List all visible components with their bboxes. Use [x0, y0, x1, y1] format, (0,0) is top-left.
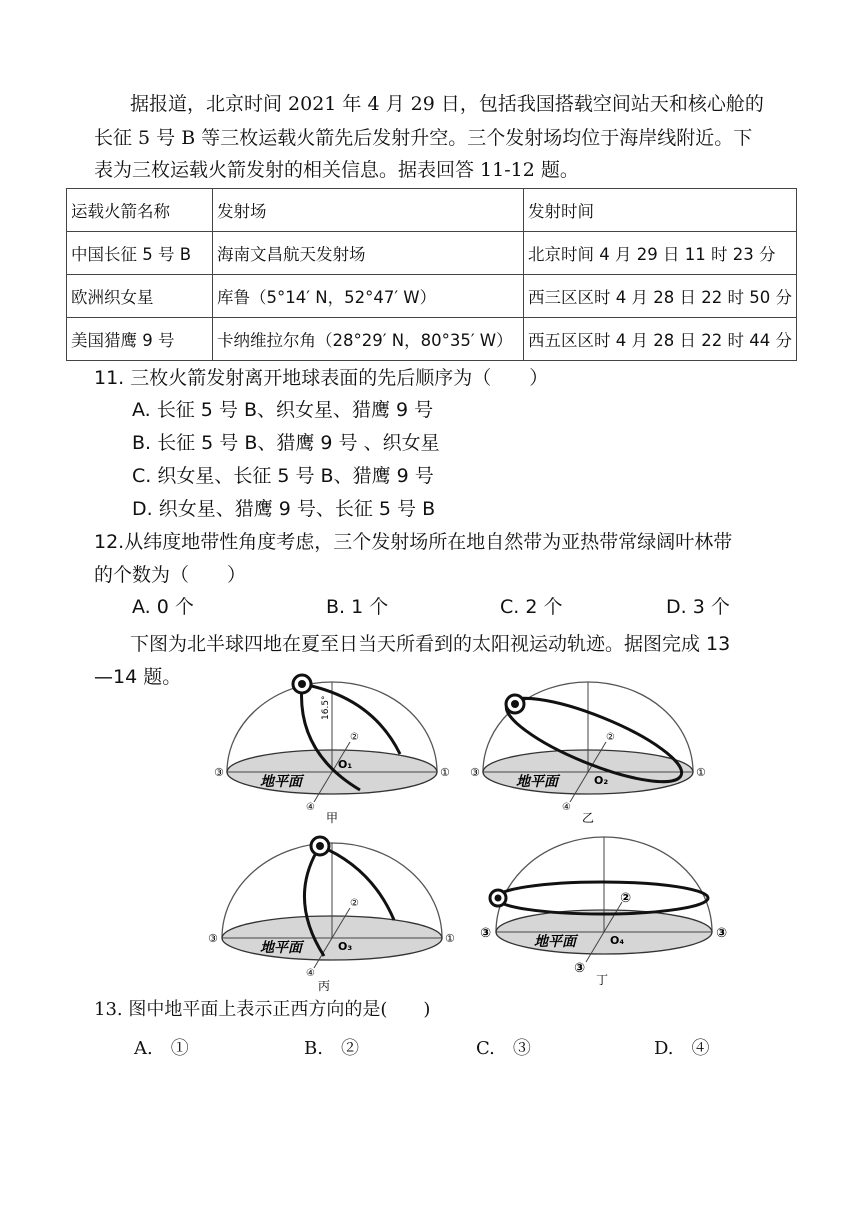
dir-label-1: ① — [445, 932, 455, 945]
intro-line-1: 据报道，北京时间 2021 年 4 月 29 日，包括我国搭载空间站天和核心舱的 — [130, 93, 764, 115]
dir-label-3: ③ — [470, 766, 480, 779]
dir-label-3: ③ — [208, 932, 218, 945]
panel-jia — [214, 675, 450, 825]
table-header-cell: 发射场 — [213, 189, 524, 232]
q13-option-c: C. ③ — [476, 1038, 531, 1059]
table-row — [67, 232, 797, 275]
q11-option-a: A. 长征 5 号 B、织女星、猎鹰 9 号 — [132, 399, 434, 421]
origin-label: O₂ — [594, 774, 609, 787]
dir-label-3: ③ — [716, 926, 728, 941]
origin-label: O₃ — [338, 940, 353, 953]
q12-option-d: D. 3 个 — [666, 596, 730, 618]
dir-label-3: ③ — [480, 926, 492, 941]
origin-label: O₁ — [338, 758, 353, 771]
solar-path-figure — [180, 670, 750, 1000]
table-cell: 海南文昌航天发射场 — [213, 232, 524, 275]
q11-option-b: B. 长征 5 号 B、猎鹰 9 号 、织女星 — [132, 432, 440, 454]
panel-label: 甲 — [326, 811, 339, 825]
q12-line-2: 的个数为（ ） — [94, 564, 247, 586]
table-cell: 西三区区时 4 月 28 日 22 时 50 分 — [524, 275, 797, 318]
table-cell: 西五区区时 4 月 28 日 22 时 44 分 — [524, 318, 797, 361]
dir-label-2: ② — [606, 732, 615, 743]
panel-ding — [480, 837, 727, 987]
ground-label: 地平面 — [516, 774, 558, 790]
intro2-line-1: 下图为北半球四地在夏至日当天所看到的太阳视运动轨迹。据图完成 13 — [130, 633, 731, 655]
panel-label: 乙 — [582, 811, 595, 825]
q11-option-d: D. 织女星、猎鹰 9 号、长征 5 号 B — [132, 498, 436, 520]
table-cell: 欧洲织女星 — [67, 275, 213, 318]
table-cell: 中国长征 5 号 B — [67, 232, 213, 275]
q12-option-a: A. 0 个 — [132, 596, 194, 618]
q12-option-b: B. 1 个 — [326, 596, 389, 618]
q11-option-c: C. 织女星、长征 5 号 B、猎鹰 9 号 — [132, 465, 434, 487]
table-row — [67, 318, 797, 361]
q11-stem: 11. 三枚火箭发射离开地球表面的先后顺序为（ ） — [94, 367, 549, 389]
intro-line-2: 长征 5 号 B 等三枚运载火箭先后发射升空。三个发射场均位于海岸线附近。下 — [94, 127, 753, 149]
dir-label-3: ③ — [214, 766, 224, 779]
dir-label-4: ④ — [306, 968, 315, 979]
q13-option-a: A. ① — [134, 1038, 189, 1059]
table-cell: 美国猎鹰 9 号 — [67, 318, 213, 361]
dir-label-2: ② — [620, 891, 632, 906]
table-header-row — [67, 189, 797, 232]
q13-option-d: D. ④ — [654, 1038, 710, 1059]
panel-label: 丙 — [318, 979, 331, 993]
table-row — [67, 275, 797, 318]
table-cell: 库鲁（5°14′ N，52°47′ W） — [213, 275, 524, 318]
angle-label: 16.5° — [321, 695, 331, 720]
q13-option-b: B. ② — [304, 1038, 359, 1059]
dir-label-2: ② — [350, 732, 359, 743]
ground-label: 地平面 — [534, 934, 576, 950]
q13-stem: 13. 图中地平面上表示正西方向的是( ) — [94, 999, 431, 1020]
q12-option-c: C. 2 个 — [500, 596, 563, 618]
table-cell: 卡纳维拉尔角（28°29′ N，80°35′ W） — [213, 318, 524, 361]
dir-label-2: ② — [350, 898, 359, 909]
dir-label-1: ① — [696, 766, 706, 779]
dir-label-1: ① — [440, 766, 450, 779]
dir-label-4: ④ — [306, 802, 315, 813]
ground-label: 地平面 — [260, 774, 302, 790]
dir-label-4: ④ — [562, 802, 571, 813]
panel-bing — [208, 837, 455, 993]
rocket-table — [66, 188, 797, 361]
table-cell: 北京时间 4 月 29 日 11 时 23 分 — [524, 232, 797, 275]
table-header-cell: 运载火箭名称 — [67, 189, 213, 232]
panel-yi — [470, 682, 706, 825]
table-header-cell: 发射时间 — [524, 189, 797, 232]
intro-line-3: 表为三枚运载火箭发射的相关信息。据表回答 11-12 题。 — [94, 159, 579, 181]
panel-label: 丁 — [596, 973, 609, 987]
q12-line-1: 12.从纬度地带性角度考虑，三个发射场所在地自然带为亚热带常绿阔叶林带 — [94, 531, 733, 553]
dir-label-3: ③ — [574, 961, 586, 976]
ground-label: 地平面 — [260, 940, 302, 956]
intro2-line-2: —14 题。 — [94, 666, 182, 688]
origin-label: O₄ — [610, 934, 625, 947]
